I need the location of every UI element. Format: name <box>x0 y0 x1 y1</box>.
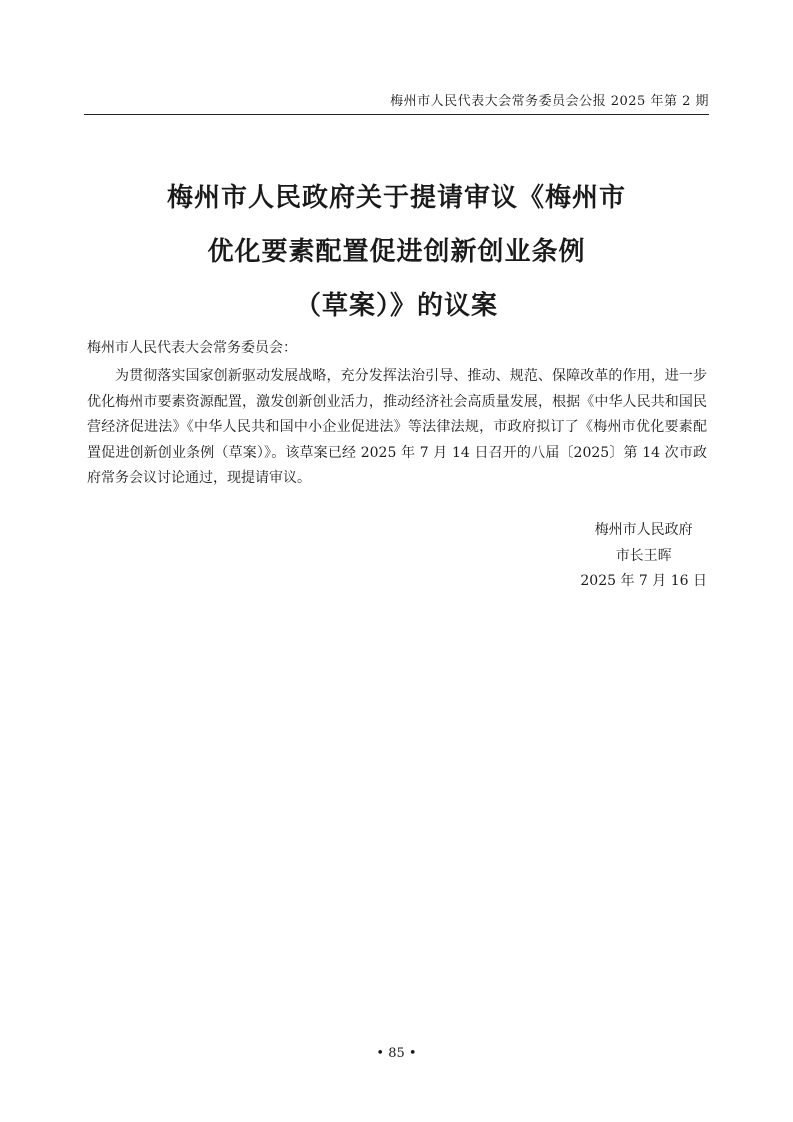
title-line-3: （草案）》的议案 <box>294 291 498 321</box>
document-title <box>84 171 709 333</box>
page-number: • 85 • <box>376 1046 417 1061</box>
salutation: 梅州市人民代表大会常务委员会： <box>87 340 297 356</box>
title-line-1: 梅州市人民政府关于提请审议《梅州市 <box>166 183 626 213</box>
running-header-title: 梅州市人民代表大会常务委员会公报 2025 年第 2 期 <box>390 94 709 109</box>
signature-date: 2025 年 7 月 16 日 <box>580 573 707 589</box>
document-body <box>87 364 707 492</box>
running-header <box>84 92 709 115</box>
body-paragraph: 为贯彻落实国家创新驱动发展战略，充分发挥法治引导、推动、规范、保障改革的作用，进一步优化梅州市要素资源配置，激发创新创业活力，推动经济社会高质量发展，根据《中华人民共和国民营经济促进法》《中华人民共和国中小企业促进法》等法律法规，市政府拟订了《梅州市优化要素配置促进创新创业条例（草案）》。该草案已经 2025 年 7 月 14 日召开的八届〔2025〕第 14 次市政府常务会议讨论通过，现提请审议。 <box>87 368 707 486</box>
signature-organization: 梅州市人民政府 <box>594 522 693 538</box>
signature-signer: 市长王晖 <box>615 547 672 564</box>
title-line-2: 优化要素配置促进创新创业条例 <box>207 237 586 267</box>
signature-block <box>580 518 707 595</box>
